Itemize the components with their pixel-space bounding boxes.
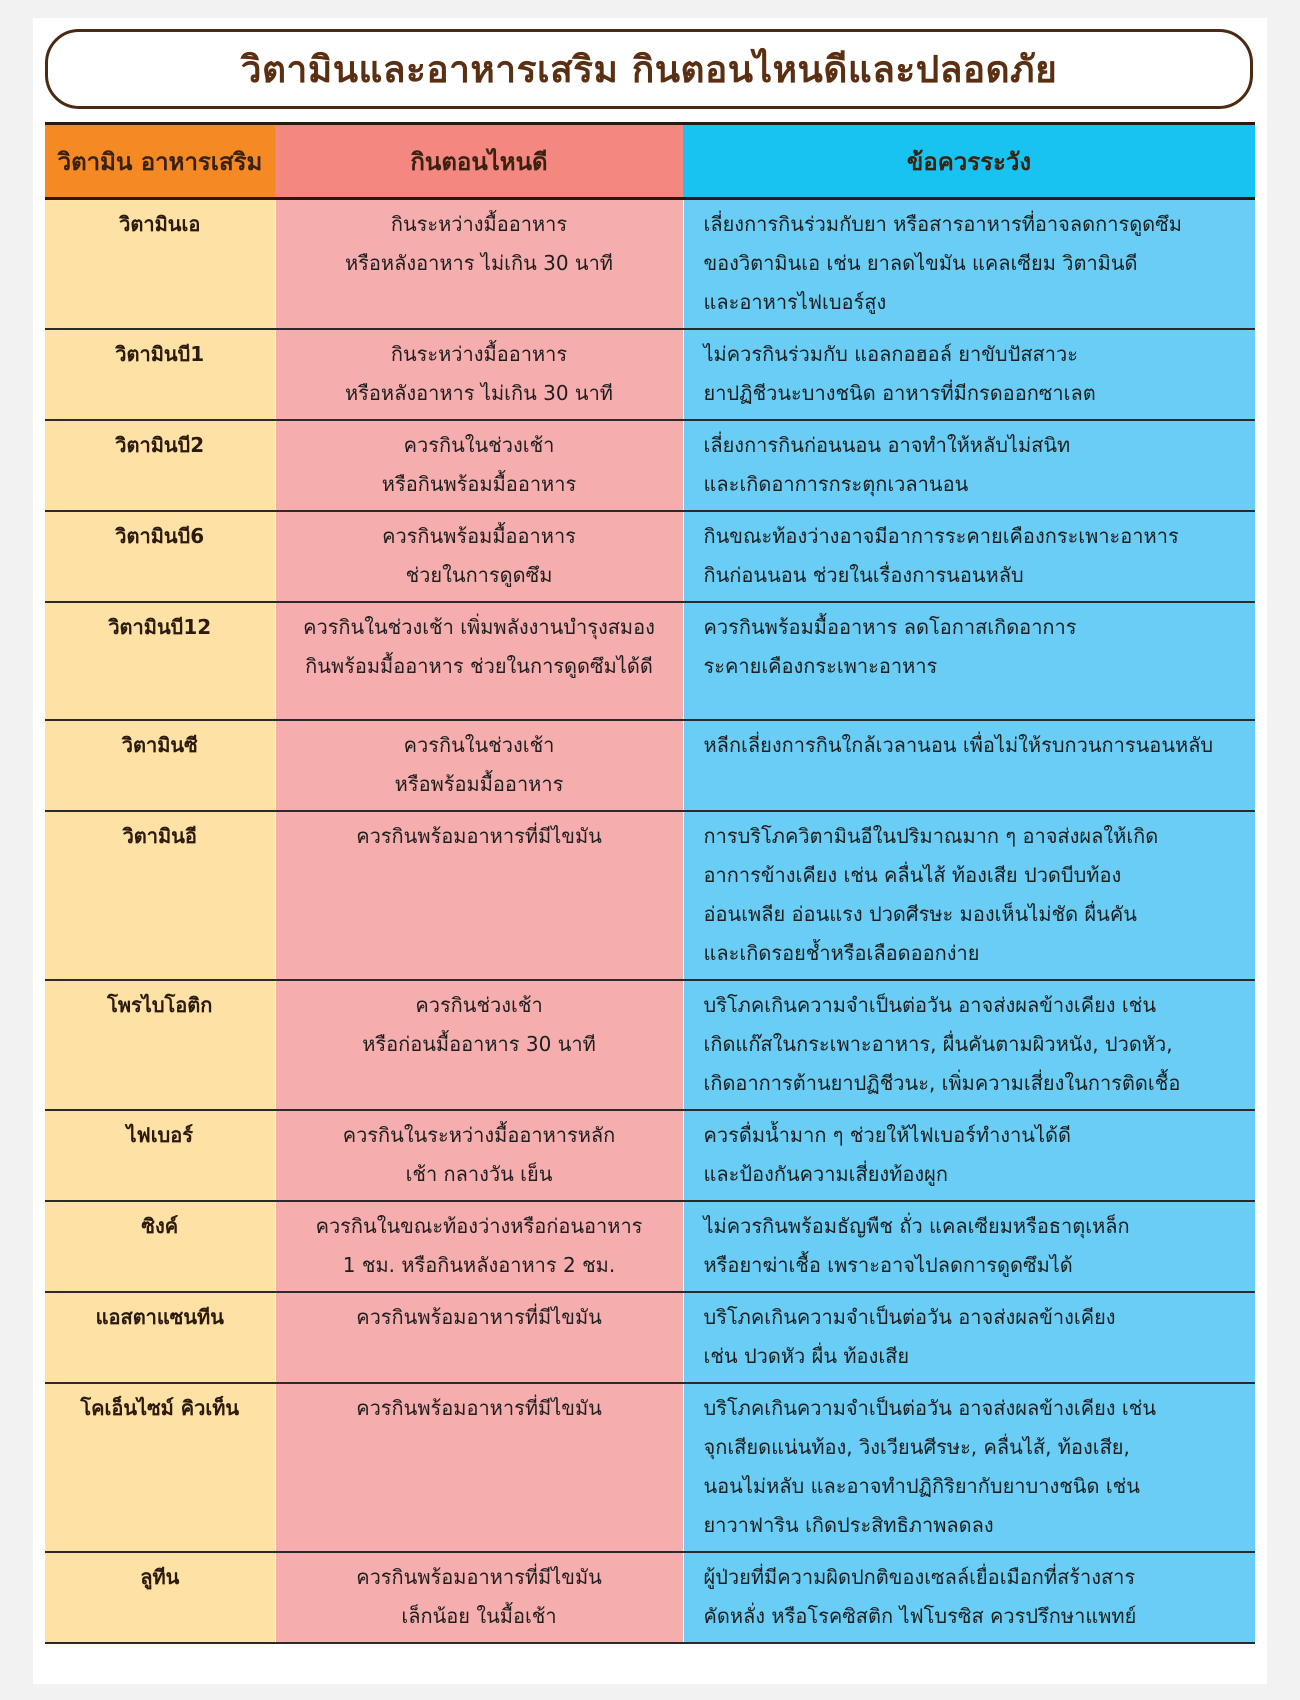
caution-line: อาการข้างเคียง เช่น คลื่นไส้ ท้องเสีย ปวดบีบท้อง	[703, 863, 1122, 887]
caution-line: และป้องกันความเสี่ยงท้องผูก	[703, 1162, 948, 1186]
supplement-name: ลูทีน	[45, 1552, 275, 1643]
caution	[683, 420, 1255, 511]
caution-line: ผู้ป่วยที่มีความผิดปกติของเซลล์เยื่อเมือกที่สร้างสาร	[703, 1565, 1136, 1589]
caution-line: เลี่ยงการกินก่อนนอน อาจทำให้หลับไม่สนิท	[703, 433, 1071, 457]
when-line: ควรกินในระหว่างมื้ออาหารหลัก	[342, 1123, 616, 1147]
caution-line: จุกเสียดแน่นท้อง, วิงเวียนศีรษะ, คลื่นไส้, ท้องเสีย,	[703, 1435, 1130, 1459]
header-name: วิตามิน อาหารเสริม	[45, 124, 275, 199]
table-row	[45, 1110, 1255, 1201]
when-line: เช้า กลางวัน เย็น	[405, 1162, 553, 1186]
when-line: หรือพร้อมมื้ออาหาร	[394, 772, 564, 796]
table-row	[45, 980, 1255, 1110]
when-line: ช่วยในการดูดซึม	[405, 563, 553, 587]
caution-line: ยาวาฟาริน เกิดประสิทธิภาพลดลง	[703, 1513, 994, 1537]
supplement-name: วิตามินอี	[45, 811, 275, 980]
caution	[683, 1201, 1255, 1292]
caution-line: เลี่ยงการกินร่วมกับยา หรือสารอาหารที่อาจลดการดูดซึม	[703, 212, 1182, 236]
supplement-name: วิตามินเอ	[45, 199, 275, 330]
supplement-name: โคเอ็นไซม์ คิวเท็น	[45, 1383, 275, 1552]
supplement-name: โพรไบโอติก	[45, 980, 275, 1110]
table-row	[45, 602, 1255, 720]
supplement-name: วิตามินซี	[45, 720, 275, 811]
caution-line: หลีกเลี่ยงการกินใกล้เวลานอน เพื่อไม่ให้รบกวนการนอนหลับ	[703, 733, 1214, 757]
table-row	[45, 1201, 1255, 1292]
caution	[683, 329, 1255, 420]
when-line: ควรกินพร้อมอาหารที่มีไขมัน	[356, 824, 602, 848]
caution-line: ของวิตามินเอ เช่น ยาลดไขมัน แคลเซียม วิตามินดี	[703, 251, 1138, 275]
caution-line: ยาปฏิชีวนะบางชนิด อาหารที่มีกรดออกซาเลต	[703, 381, 1096, 405]
when-to-take	[275, 199, 683, 330]
when-to-take	[275, 511, 683, 602]
when-line: ควรกินในช่วงเช้า	[403, 433, 555, 457]
when-line: เล็กน้อย ในมื้อเช้า	[401, 1604, 557, 1628]
when-to-take	[275, 1110, 683, 1201]
when-line: กินระหว่างมื้ออาหาร	[390, 342, 568, 366]
caution-line: ควรดื่มน้ำมาก ๆ ช่วยให้ไฟเบอร์ทำงานได้ดี	[703, 1123, 1071, 1147]
when-to-take	[275, 811, 683, 980]
when-to-take	[275, 1552, 683, 1643]
when-to-take	[275, 1292, 683, 1383]
when-to-take	[275, 1383, 683, 1552]
supplement-name: ไฟเบอร์	[45, 1110, 275, 1201]
when-to-take	[275, 720, 683, 811]
when-line: ควรกินพร้อมมื้ออาหาร	[382, 524, 576, 548]
infographic-sheet	[33, 18, 1267, 1684]
when-to-take	[275, 602, 683, 720]
caution	[683, 511, 1255, 602]
caution-line: กินก่อนนอน ช่วยในเรื่องการนอนหลับ	[703, 563, 1024, 587]
caution-line: เกิดแก๊สในกระเพาะอาหาร, ผื่นคันตามผิวหนัง, ปวดหัว,	[703, 1032, 1173, 1056]
supplement-name: วิตามินบี12	[45, 602, 275, 720]
caution	[683, 1292, 1255, 1383]
caution-line: อ่อนเพลีย อ่อนแรง ปวดศีรษะ มองเห็นไม่ชัด ผื่นคัน	[703, 902, 1137, 926]
table-row	[45, 1383, 1255, 1552]
table-row	[45, 420, 1255, 511]
caution-line: และเกิดอาการกระตุกเวลานอน	[703, 472, 969, 496]
when-line: หรือกินพร้อมมื้ออาหาร	[381, 472, 577, 496]
when-line: ควรกินในขณะท้องว่างหรือก่อนอาหาร	[315, 1214, 643, 1238]
when-line: ควรกินในช่วงเช้า เพิ่มพลังงานบำรุงสมอง	[303, 615, 655, 639]
supplement-name: ซิงค์	[45, 1201, 275, 1292]
when-to-take	[275, 420, 683, 511]
caution-line: ระคายเคืองกระเพาะอาหาร	[703, 654, 938, 678]
table-row	[45, 720, 1255, 811]
title-banner	[45, 29, 1253, 109]
caution	[683, 1110, 1255, 1201]
caution	[683, 980, 1255, 1110]
caution-line: บริโภคเกินความจำเป็นต่อวัน อาจส่งผลข้างเคียง	[703, 1305, 1116, 1329]
when-line: หรือหลังอาหาร ไม่เกิน 30 นาที	[344, 381, 613, 405]
supplement-name: วิตามินบี6	[45, 511, 275, 602]
when-line: ควรกินพร้อมอาหารที่มีไขมัน	[356, 1396, 602, 1420]
page-title: วิตามินและอาหารเสริม กินตอนไหนดีและปลอดภัย	[240, 47, 1058, 91]
table-row	[45, 811, 1255, 980]
caution-line: บริโภคเกินความจำเป็นต่อวัน อาจส่งผลข้างเคียง เช่น	[703, 993, 1157, 1017]
header-when: กินตอนไหนดี	[275, 124, 683, 199]
caution-line: เช่น ปวดหัว ผื่น ท้องเสีย	[703, 1344, 910, 1368]
supplement-name: วิตามินบี1	[45, 329, 275, 420]
caution	[683, 199, 1255, 330]
caution-line: บริโภคเกินความจำเป็นต่อวัน อาจส่งผลข้างเคียง เช่น	[703, 1396, 1157, 1420]
table-row	[45, 329, 1255, 420]
table-row	[45, 199, 1255, 330]
header-caution: ข้อควรระวัง	[683, 124, 1255, 199]
table-row	[45, 1552, 1255, 1643]
caution-line: นอนไม่หลับ และอาจทำปฏิกิริยากับยาบางชนิด เช่น	[703, 1474, 1140, 1498]
caution	[683, 602, 1255, 720]
caution	[683, 811, 1255, 980]
when-line: ควรกินในช่วงเช้า	[403, 733, 555, 757]
when-line: ควรกินช่วงเช้า	[415, 993, 543, 1017]
caution-line: และเกิดรอยช้ำหรือเลือดออกง่าย	[703, 941, 980, 965]
caution-line: เกิดอาการต้านยาปฏิชีวนะ, เพิ่มความเสี่ยงในการติดเชื้อ	[703, 1071, 1181, 1095]
supplement-name: วิตามินบี2	[45, 420, 275, 511]
caution	[683, 1552, 1255, 1643]
caution-line: หรือยาฆ่าเชื้อ เพราะอาจไปลดการดูดซึมได้	[703, 1253, 1073, 1277]
caution-line: ไม่ควรกินพร้อมธัญพืช ถั่ว แคลเซียมหรือธาตุเหล็ก	[703, 1214, 1130, 1238]
when-line: ควรกินพร้อมอาหารที่มีไขมัน	[356, 1565, 602, 1589]
caution	[683, 720, 1255, 811]
when-to-take	[275, 329, 683, 420]
caution-line: กินขณะท้องว่างอาจมีอาการระคายเคืองกระเพาะอาหาร	[703, 524, 1179, 548]
caution-line: การบริโภควิตามินอีในปริมาณมาก ๆ อาจส่งผลให้เกิด	[703, 824, 1159, 848]
table-row	[45, 511, 1255, 602]
caution-line: คัดหลั่ง หรือโรคซิสติก ไฟโบรซิส ควรปรึกษาแพทย์	[703, 1604, 1137, 1628]
when-line: 1 ชม. หรือกินหลังอาหาร 2 ชม.	[342, 1253, 616, 1277]
caution-line: ควรกินพร้อมมื้ออาหาร ลดโอกาสเกิดอาการ	[703, 615, 1077, 639]
when-line: ควรกินพร้อมอาหารที่มีไขมัน	[356, 1305, 602, 1329]
when-line: กินระหว่างมื้ออาหาร	[390, 212, 568, 236]
when-line: หรือก่อนมื้ออาหาร 30 นาที	[362, 1032, 596, 1056]
caution-line: และอาหารไฟเบอร์สูง	[703, 290, 887, 314]
when-to-take	[275, 1201, 683, 1292]
when-line: หรือหลังอาหาร ไม่เกิน 30 นาที	[344, 251, 613, 275]
caution-line: ไม่ควรกินร่วมกับ แอลกอฮอล์ ยาขับปัสสาวะ	[703, 342, 1078, 366]
table-header-row	[45, 124, 1255, 199]
supplement-name: แอสตาแซนทีน	[45, 1292, 275, 1383]
caution	[683, 1383, 1255, 1552]
when-line: กินพร้อมมื้ออาหาร ช่วยในการดูดซึมได้ดี	[305, 654, 653, 678]
table-row	[45, 1292, 1255, 1383]
vitamin-table	[45, 122, 1255, 1644]
when-to-take	[275, 980, 683, 1110]
